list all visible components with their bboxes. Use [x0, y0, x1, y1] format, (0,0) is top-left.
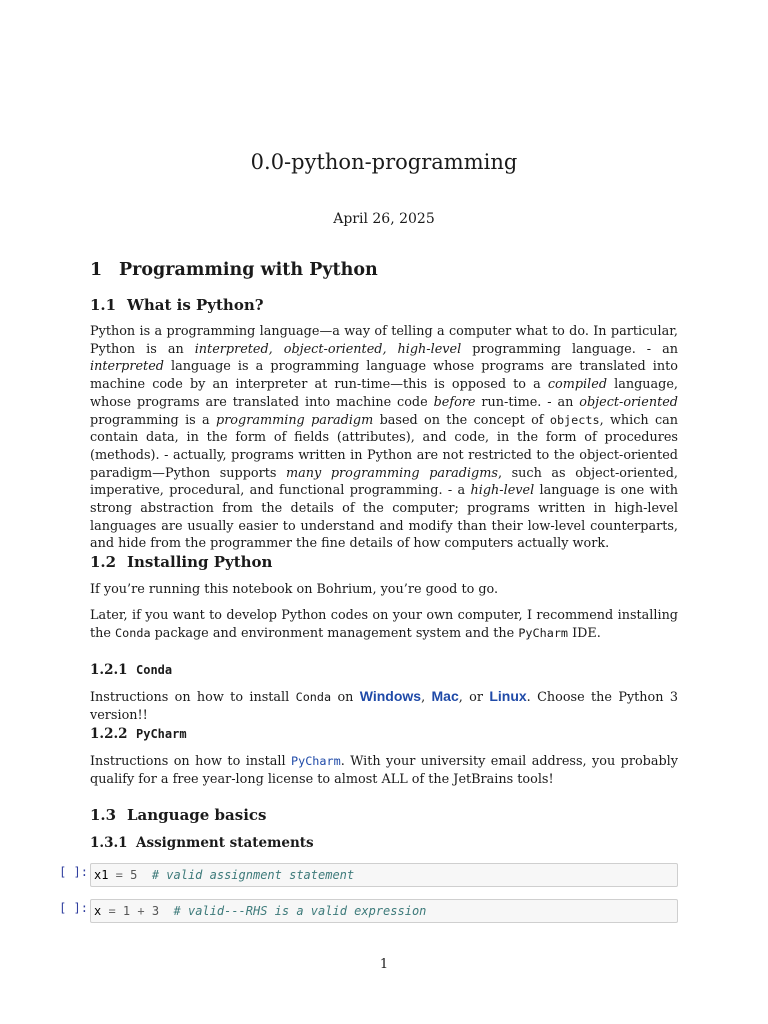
heading-pycharm: [90, 726, 187, 742]
heading-number: 1.2.1: [90, 662, 128, 678]
inline-code: Conda: [115, 625, 151, 640]
paragraph-install-recommendation: Later, if you want to develop Python codes on your own computer, I recommend installing the Conda package and environment management system and the PyCharm IDE.: [90, 608, 678, 641]
code-cell[interactable]: x = 1 + 3 # valid---RHS is a valid expression: [90, 899, 678, 923]
heading-text: Assignment statements: [136, 835, 314, 851]
heading-text: Conda: [136, 663, 173, 677]
inline-code: objects: [549, 412, 600, 427]
heading-number: 1.3.1: [90, 835, 128, 851]
inline-code: PyCharm: [518, 625, 569, 640]
paragraph-what-is-python: Python is a programming language—a way of telling a computer what to do. In particular, Python is an interpreted, object-oriented, high-level programming language. - an interpreted language is a programming language whose programs are translated into machine code by an interpreter at run-time—this is opposed to a compiled language, whose programs are translated into machine code before run-time. - an object-oriented programming is a programming paradigm based on the concept of objects, which can contain data, in the form of fields (attributes), and code, in the form of procedures (methods). - actually, programs written in Python are not restricted to the object-oriented paradigm—Python supports many programming paradigms, such as object-oriented, imperative, procedural, and functional programming. - a high-level language is one with strong abstraction from the details of the computer; programs written in high-level languages are usually easier to understand and modify than their low-level counterparts, and hide from the programmer the fine details of how computers actually work.: [90, 324, 679, 552]
code-comment: # valid---RHS is a valid expression: [173, 904, 427, 918]
heading-text: PyCharm: [136, 727, 187, 741]
code-cell[interactable]: x1 = 5 # valid assignment statement: [90, 863, 678, 887]
page-number: 1: [379, 957, 389, 972]
document-date: April 26, 2025: [333, 211, 435, 227]
heading-conda: [90, 662, 172, 678]
heading-assignment-statements: [90, 835, 314, 851]
paragraph-bohrium: If you’re running this notebook on Bohrium, you’re good to go.: [90, 582, 499, 597]
heading-number: 1.1: [90, 296, 117, 314]
heading-number: 1.2.2: [90, 726, 128, 742]
link-windows[interactable]: Windows: [359, 688, 422, 704]
link-linux[interactable]: Linux: [489, 688, 527, 704]
heading-text: Programming with Python: [119, 260, 378, 280]
heading-number: 1.2: [90, 553, 117, 571]
heading-what-is-python: [90, 296, 264, 314]
heading-number: 1: [90, 260, 103, 280]
link-pycharm[interactable]: PyCharm: [291, 754, 341, 768]
link-mac[interactable]: Mac: [431, 688, 459, 704]
heading-text: Installing Python: [127, 553, 273, 571]
heading-programming-with-python: [90, 260, 378, 280]
paragraph-pycharm-instructions: Instructions on how to install PyCharm. With your university email address, you probably qualify for a free year-long license to almost ALL of the JetBrains tools!: [90, 754, 678, 787]
heading-language-basics: [90, 806, 266, 824]
document-title: 0.0-python-programming: [250, 150, 518, 174]
paragraph-conda-instructions: Instructions on how to install Conda on Windows, Mac, or Linux. Choose the Python 3 version!!: [90, 688, 678, 723]
heading-text: What is Python?: [127, 296, 264, 314]
heading-text: Language basics: [127, 806, 267, 824]
code-comment: # valid assignment statement: [151, 868, 355, 882]
inline-code: Conda: [295, 690, 332, 704]
heading-number: 1.3: [90, 806, 117, 824]
heading-installing-python: [90, 553, 272, 571]
cell-prompt: [ ]:: [59, 901, 88, 915]
cell-prompt: [ ]:: [59, 865, 88, 879]
